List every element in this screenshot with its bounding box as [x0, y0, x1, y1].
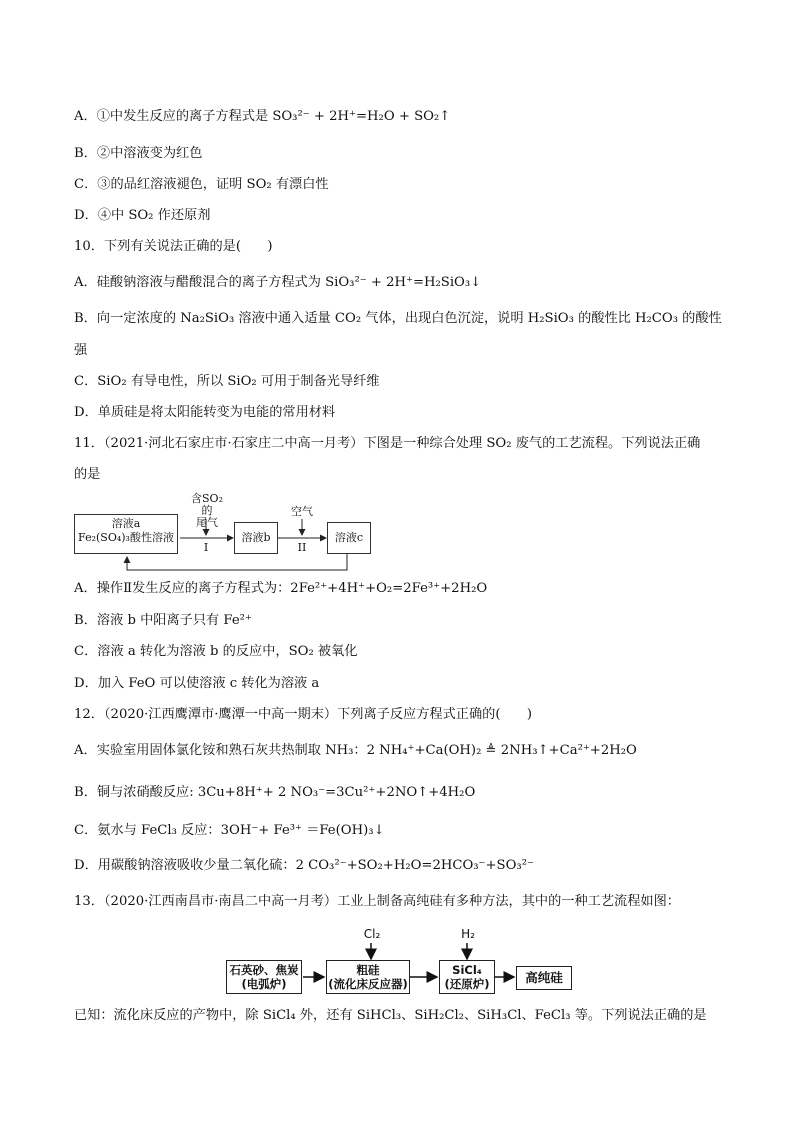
box4-label: 高纯硅 [525, 970, 563, 985]
box-a-line1: 溶液a [111, 517, 141, 530]
text-line-q12A: A．实验室用固体氯化铵和熟石灰共热制取 NH₃：2 NH₄⁺+Ca(OH)₂ ≜ 2NH₃↑+Ca²⁺+2H₂O [74, 743, 637, 758]
text-line-q12D: D．用碳酸钠溶液吸收少量二氧化硫：2 CO₃²⁻+SO₂+H₂O=2HCO₃⁻+SO₃²⁻ [74, 858, 534, 873]
box-high-purity-silicon [516, 966, 572, 990]
step-2-label: II [297, 541, 307, 554]
text-line-q12B: B．铜与浓硝酸反应: 3Cu+8H⁺+ 2 NO₃⁻=3Cu²⁺+2NO↑+4H₂O [74, 785, 476, 800]
box2-line1: 粗硅 [356, 963, 380, 977]
box-c-label: 溶液c [334, 531, 364, 544]
text-line-q11A: A．操作Ⅱ发生反应的离子方程式为：2Fe²⁺+4H⁺+O₂=2Fe³⁺+2H₂O [74, 581, 488, 596]
text-line-q13: 13．（2020·江西南昌市·南昌二中高一月考）工业上制备高纯硅有多种方法，其中的一种工艺流程如图： [74, 894, 680, 909]
text-line-q9B: B．②中溶液变为红色 [74, 146, 203, 161]
text-line-q10B: B．向一定浓度的 Na₂SiO₃ 溶液中通入适量 CO₂ 气体，出现白色沉淀，说明 H₂SiO₃ 的酸性比 H₂CO₃ 的酸性 [74, 311, 722, 326]
text-line-q11C: C．溶液 a 转化为溶液 b 的反应中，SO₂ 被氧化 [74, 644, 358, 659]
text-line-q9D: D．④中 SO₂ 作还原剂 [74, 208, 211, 223]
text-line-q10A: A．硅酸钠溶液与醋酸混合的离子方程式为 SiO₃²⁻ + 2H⁺=H₂SiO₃↓ [74, 275, 482, 290]
box1-line2: (电弧炉) [241, 977, 287, 991]
box2-line2: (流化床反应器) [328, 977, 408, 991]
text-line-q11b: 的是 [74, 467, 101, 482]
text-line-q9C: C．③的品红溶液褪色，证明 SO₂ 有漂白性 [74, 177, 329, 192]
text-line-q10D: D．单质硅是将太阳能转变为电能的常用材料 [74, 405, 336, 420]
text-line-q10C: C．SiO₂ 有导电性，所以 SiO₂ 可用于制备光导纤维 [74, 374, 380, 389]
text-line-q11B: B．溶液 b 中阳离子只有 Fe²⁺ [74, 613, 252, 628]
box3-line2: (还原炉) [444, 977, 490, 991]
text-line-q10B2: 强 [74, 343, 88, 358]
box1-line1: 石英砂、焦炭 [229, 963, 299, 977]
text-line-q12C: C．氨水与 FeCl₃ 反应：3OH⁻+ Fe³⁺ ＝Fe(OH)₃↓ [74, 823, 385, 838]
input-h2-label: H₂ [461, 927, 475, 941]
text-line-q12: 12．（2020·江西鹰潭市·鹰潭一中高一期末）下列离子反应方程式正确的( ) [74, 707, 533, 722]
text-line-q10: 10．下列有关说法正确的是( ) [74, 239, 273, 254]
text-line-q13b: 已知：流化床反应的产物中，除 SiCl₄ 外，还有 SiHCl₃、SiH₂Cl₂、SiH₃Cl、FeCl₃ 等。下列说法正确的是 [74, 1008, 707, 1023]
text-line-q11D: D．加入 FeO 可以使溶液 c 转化为溶液 a [74, 676, 320, 691]
input-cl2-label: Cl₂ [363, 927, 381, 941]
box-a-line2: Fe₂(SO₄)₃酸性溶液 [78, 531, 174, 544]
text-line-q9A: A．①中发生反应的离子方程式是 SO₃²⁻ + 2H⁺=H₂O + SO₂↑ [74, 109, 451, 124]
box3-line1: SiCl₄ [452, 963, 482, 977]
box-crude-silicon [326, 960, 410, 994]
box-b-label: 溶液b [241, 531, 271, 544]
step-1-label: I [203, 541, 209, 554]
text-line-q11: 11．（2021·河北石家庄市·石家庄二中高一月考）下图是一种综合处理 SO₂ 废气的工艺流程。下列说法正确 [74, 436, 701, 451]
input1-line1: 含SO₂的 [191, 492, 223, 517]
box-arc-furnace [226, 960, 302, 994]
input-air-label: 空气 [291, 505, 313, 518]
input1-line2: 尾气 [196, 516, 218, 529]
box-sicl4-reduction [439, 960, 495, 994]
